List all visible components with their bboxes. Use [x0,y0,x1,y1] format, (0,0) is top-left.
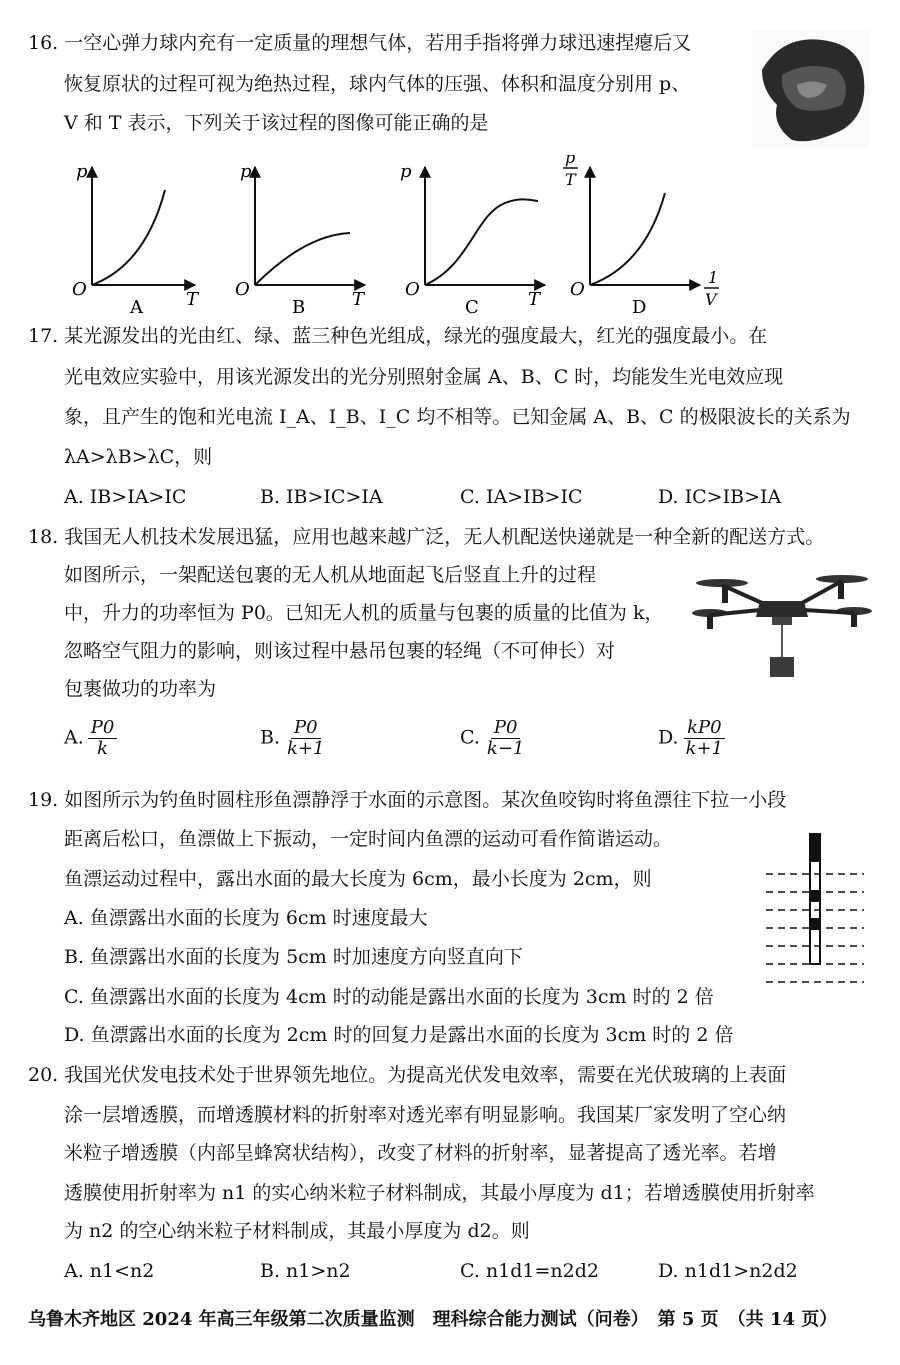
q20-option-c: C. n1d1=n2d2 [460,1260,600,1282]
graph-a [72,161,200,315]
q20-line-3: 米粒子增透膜（内部呈蜂窝状结构），改变了材料的折射率，显著提高了透光率。若增 [64,1142,777,1164]
q18-option-a-label: A. [64,726,84,749]
graph-c-label: C [465,297,479,315]
q18-option-d [658,718,726,759]
q17-line-2: 光电效应实验中，用该光源发出的光分别照射金属 A、B、C 时，均能发生光电效应现 [64,366,784,388]
graph-a-xlabel: T [186,289,199,310]
q18-option-c-num: P0 [491,718,521,739]
graph-c-curve [425,199,538,285]
q18-line-4: 忽略空气阻力的影响，则该过程中悬吊包裹的轻绳（不可伸长）对 [64,640,616,662]
q18-option-a [64,718,117,759]
q20-line-4: 透膜使用折射率为 n1 的实心纳米粒子材料制成，其最小厚度为 d1；若增透膜使用折射率 [64,1182,815,1204]
q16-line-2: 恢复原状的过程可视为绝热过程，球内气体的压强、体积和温度分别用 p、 [64,73,691,95]
graph-d-ylabel-num: p [565,155,576,167]
q20-option-a: A. n1<n2 [64,1260,155,1282]
graph-b-xlabel: T [352,289,365,310]
graph-a-origin: O [72,279,87,300]
graph-d-xlabel-den: V [705,290,717,309]
graph-b-label: B [292,297,306,315]
graph-a-label: A [130,297,143,315]
q19-line-1: 19. 如图所示为钓鱼时圆柱形鱼漂静浮于水面的示意图。某次鱼咬钩时将鱼漂往下拉一小段 [28,789,787,811]
drone-image [692,565,872,685]
graph-b-origin: O [235,279,250,300]
graph-b [235,161,366,315]
graph-a-curve [92,190,165,285]
q17-line-1: 17. 某光源发出的光由红、绿、蓝三种色光组成，绿光的强度最大，红光的强度最小。在 [28,325,768,347]
q18-line-3: 中，升力的功率恒为 P0。已知无人机的质量与包裹的质量的比值为 k， [64,602,664,624]
q18-option-c-den: k−1 [486,738,525,759]
graph-b-curve [255,233,350,285]
q18-option-c-label: C. [460,726,480,749]
q17-option-d: D. IC>IB>IA [658,486,782,508]
q17-option-b: B. IB>IC>IA [260,486,383,508]
q20-line-1: 20. 我国光伏发电技术处于世界领先地位。为提高光伏发电效率，需要在光伏玻璃的上表面 [28,1064,787,1086]
q18-option-d-den: k+1 [685,738,724,759]
q18-line-1: 18. 我国无人机技术发展迅猛，应用也越来越广泛，无人机配送快递就是一种全新的配送方式。 [28,526,825,548]
q16-line-1: 16. 一空心弹力球内充有一定质量的理想气体，若用手指将弹力球迅速捏瘪后又 [28,32,692,54]
q16-line-3: V 和 T 表示，下列关于该过程的图像可能正确的是 [64,112,489,134]
graph-d-label: D [632,297,647,315]
q17-option-a: A. IB>IA>IC [64,486,187,508]
q18-option-d-num: kP0 [684,718,724,739]
q18-line-2: 如图所示，一架配送包裹的无人机从地面起飞后竖直上升的过程 [64,564,597,586]
graph-d [563,155,719,315]
q19-option-d: D. 鱼漂露出水面的长度为 2cm 时的回复力是露出水面的长度为 3cm 时的 2 倍 [64,1024,734,1046]
page-footer: 乌鲁木齐地区 2024 年高三年级第二次质量监测 理科综合能力测试（问卷） 第 5 页 （共 14 页） [28,1309,838,1330]
graph-d-origin: O [570,279,585,300]
graph-c-origin: O [405,279,420,300]
q20-option-b: B. n1>n2 [260,1260,351,1282]
q20-line-5: 为 n2 的空心纳米粒子材料制成，其最小厚度为 d2。则 [64,1220,530,1242]
q18-option-a-den: k [97,738,109,759]
q17-option-c: C. IA>IB>IC [460,486,583,508]
q18-option-b-den: k+1 [287,738,325,759]
q20-line-2: 涂一层增透膜，而增透膜材料的折射率对透光率有明显影响。我国某厂家发明了空心纳 [64,1104,787,1126]
q19-option-c: C. 鱼漂露出水面的长度为 4cm 时的动能是露出水面的长度为 3cm 时的 2 倍 [64,986,714,1008]
q18-line-5: 包裹做功的功率为 [64,678,217,700]
graph-d-xlabel-num: 1 [708,268,719,287]
q19-option-b: B. 鱼漂露出水面的长度为 5cm 时加速度方向竖直向下 [64,946,523,968]
q17-line-3: 象，且产生的饱和光电流 I_A、I_B、I_C 均不相等。已知金属 A、B、C 的极限波长的关系为 [64,406,851,428]
q19-line-2: 距离后松口，鱼漂做上下振动，一定时间内鱼漂的运动可看作简谐运动。 [64,828,673,850]
graph-c-ylabel: p [400,161,412,182]
fishing-float-diagram [760,830,870,990]
q18-option-b-num: P0 [291,718,321,739]
graph-c [400,161,545,315]
q20-option-d: D. n1d1>n2d2 [658,1260,798,1282]
graph-d-ylabel-den: T [565,170,576,189]
graph-c-xlabel: T [528,289,541,310]
q18-option-c [460,718,527,759]
graph-b-ylabel: p [240,161,252,182]
graph-d-curve [590,193,665,285]
q18-option-b [260,718,327,759]
q19-option-a: A. 鱼漂露出水面的长度为 6cm 时速度最大 [64,907,428,929]
q16-graphs [60,155,750,315]
squeezed-ball-photo [752,30,870,148]
q19-line-3: 鱼漂运动过程中，露出水面的最大长度为 6cm，最小长度为 2cm，则 [64,868,652,890]
q18-option-d-label: D. [658,726,679,749]
graph-a-ylabel: p [76,161,88,182]
q18-option-b-label: B. [260,726,281,749]
q18-option-a-num: P0 [88,718,118,739]
q17-line-4: λA>λB>λC，则 [64,446,213,468]
